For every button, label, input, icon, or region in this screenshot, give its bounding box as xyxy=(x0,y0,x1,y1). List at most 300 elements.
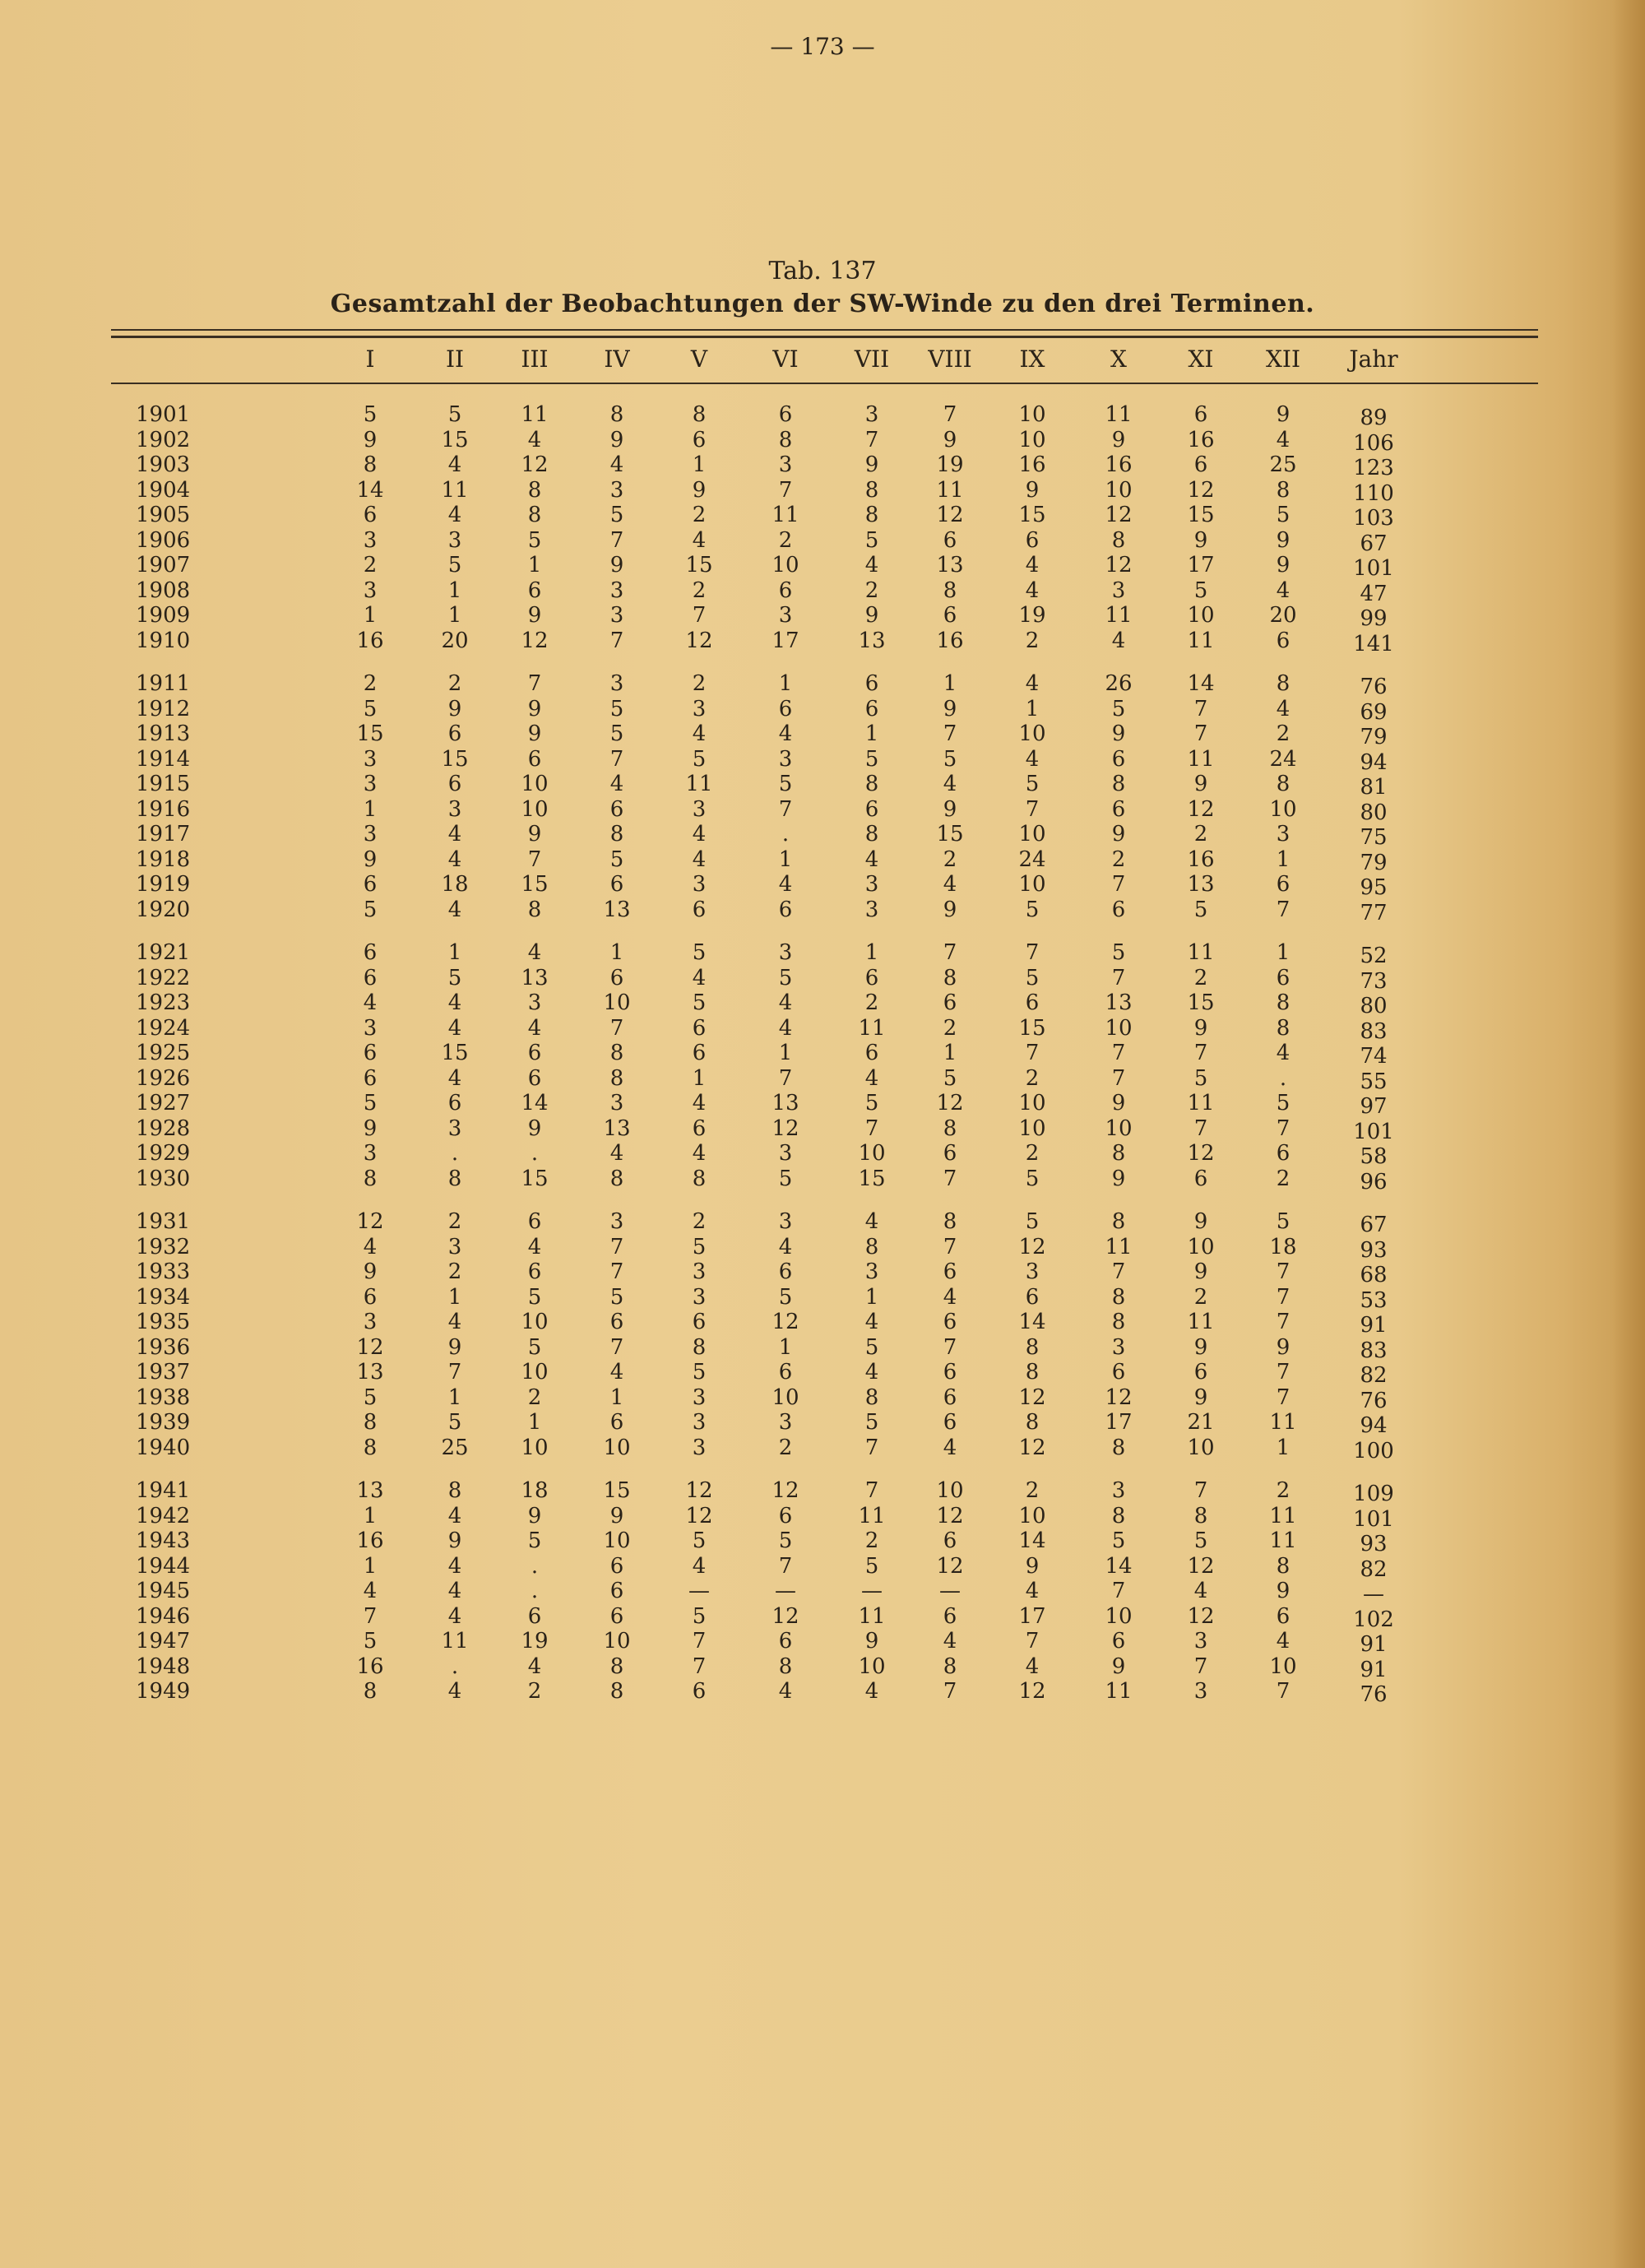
table-cell: 11 xyxy=(1105,1234,1133,1259)
table-cell: 5 xyxy=(864,1553,879,1579)
table-cell: 11 xyxy=(1105,402,1133,427)
table-cell: 9 xyxy=(609,1503,624,1528)
table-cell: 6 xyxy=(778,402,793,427)
table-cell: 5 xyxy=(363,1629,378,1653)
table-cell: 10 xyxy=(936,1478,964,1503)
table-cell: 123 xyxy=(1353,456,1394,480)
table-cell: 10 xyxy=(1187,1435,1215,1460)
table-cell: 9 xyxy=(527,1503,542,1528)
table-cell: 141 xyxy=(1353,631,1394,656)
table-cell: 8 xyxy=(943,965,957,990)
table-cell: 58 xyxy=(1360,1144,1388,1169)
table-cell: 9 xyxy=(527,603,542,628)
table-cell: 6 xyxy=(1193,402,1208,427)
table-cell: 7 xyxy=(1276,1115,1291,1141)
table-row xyxy=(0,1679,1645,1707)
row-year: 1911 xyxy=(136,671,191,696)
table-cell: 9 xyxy=(864,452,879,477)
table-cell: 10 xyxy=(1105,477,1133,503)
table-cell: 8 xyxy=(609,1679,624,1704)
row-year: 1917 xyxy=(136,822,191,846)
table-cell: 2 xyxy=(363,671,378,696)
table-cell: 9 xyxy=(1111,427,1126,452)
table-cell: 3 xyxy=(609,1091,624,1115)
table-cell: 8 xyxy=(363,1410,378,1435)
table-cell: 6 xyxy=(1025,527,1040,553)
table-cell: 11 xyxy=(1269,1503,1297,1528)
table-cell: 11 xyxy=(441,1629,469,1653)
table-cell: 7 xyxy=(1193,696,1208,721)
table-cell: 5 xyxy=(1276,1091,1291,1115)
table-cell: 4 xyxy=(1025,577,1040,603)
table-cell: 8 xyxy=(609,402,624,427)
table-cell: 5 xyxy=(864,746,879,772)
table-cell: 8 xyxy=(527,503,542,527)
table-cell: 5 xyxy=(692,940,707,965)
table-cell: 1 xyxy=(447,1384,462,1410)
table-cell: 10 xyxy=(1018,721,1046,746)
row-year: 1926 xyxy=(136,1065,191,1091)
table-cell: 2 xyxy=(1025,1141,1040,1166)
table-cell: 10 xyxy=(603,1435,631,1460)
table-cell: 6 xyxy=(363,1041,378,1065)
table-cell: 1 xyxy=(609,940,624,965)
table-row xyxy=(0,940,1645,968)
table-cell: 12 xyxy=(356,1209,384,1234)
table-cell: 6 xyxy=(778,1259,793,1284)
table-cell: 3 xyxy=(609,603,624,628)
table-cell: 13 xyxy=(603,1115,631,1141)
table-cell: 9 xyxy=(363,1259,378,1284)
table-cell: 4 xyxy=(864,1310,879,1334)
table-cell: 6 xyxy=(692,1679,707,1704)
table-cell: 15 xyxy=(1187,990,1215,1015)
table-cell: 7 xyxy=(1193,1653,1208,1679)
table-cell: 13 xyxy=(356,1478,384,1503)
table-cell: 8 xyxy=(1276,1015,1291,1041)
table-cell: 3 xyxy=(864,872,879,897)
table-label: Tab. 137 xyxy=(768,257,877,285)
table-cell: 13 xyxy=(772,1091,799,1115)
table-cell: 11 xyxy=(1187,940,1215,965)
table-cell: 9 xyxy=(1193,527,1208,553)
table-row xyxy=(0,1384,1645,1413)
table-cell: 100 xyxy=(1353,1438,1394,1463)
table-cell: 6 xyxy=(943,990,957,1015)
table-cell: 10 xyxy=(603,1528,631,1553)
table-cell: 2 xyxy=(1025,1478,1040,1503)
table-cell: 9 xyxy=(363,1115,378,1141)
table-cell: 6 xyxy=(447,772,462,796)
table-cell: 2 xyxy=(447,671,462,696)
table-cell: 7 xyxy=(1025,1629,1040,1653)
row-year: 1921 xyxy=(136,940,191,965)
table-cell: 10 xyxy=(858,1653,886,1679)
table-cell: 7 xyxy=(1111,872,1126,897)
table-cell: 4 xyxy=(864,1209,879,1234)
table-cell: 1 xyxy=(864,1284,879,1310)
table-cell: 3 xyxy=(1193,1629,1208,1653)
table-cell: 4 xyxy=(1276,696,1291,721)
table-cell: 102 xyxy=(1353,1607,1394,1632)
table-cell: 7 xyxy=(527,671,542,696)
table-cell: 4 xyxy=(692,965,707,990)
table-cell: 16 xyxy=(1187,427,1215,452)
table-cell: 6 xyxy=(1111,897,1126,922)
table-cell: 3 xyxy=(363,577,378,603)
table-cell: 7 xyxy=(943,721,957,746)
table-cell: 3 xyxy=(609,1209,624,1234)
table-cell: 15 xyxy=(441,1041,469,1065)
table-cell: 10 xyxy=(772,553,799,577)
table-cell: 10 xyxy=(521,772,549,796)
table-cell: 7 xyxy=(1193,1115,1208,1141)
table-cell: 7 xyxy=(692,1653,707,1679)
table-row xyxy=(0,1166,1645,1194)
table-cell: 3 xyxy=(1111,1334,1126,1360)
table-cell: 3 xyxy=(1276,822,1291,846)
table-cell: 15 xyxy=(1187,503,1215,527)
row-year: 1909 xyxy=(136,603,191,628)
row-year: 1944 xyxy=(136,1553,191,1579)
table-cell: 7 xyxy=(1276,897,1291,922)
row-year: 1908 xyxy=(136,577,191,603)
table-cell: 9 xyxy=(943,696,957,721)
table-row xyxy=(0,1115,1645,1144)
table-cell: 4 xyxy=(447,1310,462,1334)
table-cell: 4 xyxy=(447,990,462,1015)
table-cell: 2 xyxy=(864,1528,879,1553)
table-cell: 5 xyxy=(1193,577,1208,603)
table-row xyxy=(0,1653,1645,1682)
row-year: 1910 xyxy=(136,628,191,653)
table-cell: 17 xyxy=(1018,1603,1046,1629)
table-cell: 1 xyxy=(778,1041,793,1065)
table-cell: — xyxy=(688,1579,710,1603)
table-cell: 1 xyxy=(527,553,542,577)
table-cell: 2 xyxy=(1025,1065,1040,1091)
table-cell: 8 xyxy=(1111,1310,1126,1334)
table-cell: 3 xyxy=(363,1141,378,1166)
table-row xyxy=(0,553,1645,581)
table-cell: 8 xyxy=(1276,477,1291,503)
table-cell: 4 xyxy=(527,1015,542,1041)
table-cell: 3 xyxy=(692,1384,707,1410)
table-cell: 6 xyxy=(943,1528,957,1553)
table-cell: 15 xyxy=(1018,503,1046,527)
table-cell: 12 xyxy=(1105,1384,1133,1410)
table-cell: 83 xyxy=(1360,1018,1388,1044)
row-year: 1923 xyxy=(136,990,191,1015)
table-cell: 4 xyxy=(1025,671,1040,696)
row-year: 1941 xyxy=(136,1478,191,1503)
table-cell: 5 xyxy=(609,721,624,746)
table-cell: 3 xyxy=(692,1284,707,1310)
table-cell: 3 xyxy=(778,1141,793,1166)
table-row xyxy=(0,721,1645,749)
row-year: 1901 xyxy=(136,402,191,427)
table-cell: 1 xyxy=(447,577,462,603)
table-cell: 8 xyxy=(363,1435,378,1460)
row-year: 1948 xyxy=(136,1653,191,1679)
table-row xyxy=(0,603,1645,631)
table-cell: 10 xyxy=(1018,1503,1046,1528)
table-cell: 3 xyxy=(447,1115,462,1141)
table-cell: 4 xyxy=(864,1679,879,1704)
table-cell: 68 xyxy=(1360,1263,1388,1287)
table-cell: 10 xyxy=(521,796,549,822)
table-cell: 5 xyxy=(692,990,707,1015)
table-cell: 8 xyxy=(1193,1503,1208,1528)
table-cell: 19 xyxy=(521,1629,549,1653)
table-cell: 7 xyxy=(864,1478,879,1503)
row-year: 1927 xyxy=(136,1091,191,1115)
column-header: II xyxy=(445,346,465,373)
row-year: 1922 xyxy=(136,965,191,990)
table-cell: 16 xyxy=(356,1653,384,1679)
table-cell: 7 xyxy=(1025,1041,1040,1065)
table-cell: 4 xyxy=(1025,1579,1040,1603)
table-cell: 12 xyxy=(1187,477,1215,503)
table-cell: 4 xyxy=(1025,553,1040,577)
table-cell: 5 xyxy=(527,1334,542,1360)
table-cell: 12 xyxy=(936,1091,964,1115)
table-cell: 16 xyxy=(1187,846,1215,872)
table-cell: 8 xyxy=(609,822,624,846)
table-cell: 1 xyxy=(692,1065,707,1091)
table-cell: 3 xyxy=(363,746,378,772)
table-cell: 95 xyxy=(1360,875,1388,900)
table-cell: 11 xyxy=(858,1603,886,1629)
table-cell: 7 xyxy=(1025,940,1040,965)
table-cell: 6 xyxy=(778,1503,793,1528)
table-cell: 3 xyxy=(864,1259,879,1284)
table-cell: 5 xyxy=(1193,1528,1208,1553)
table-cell: 6 xyxy=(864,696,879,721)
table-cell: 11 xyxy=(1187,628,1215,653)
table-cell: 5 xyxy=(864,1410,879,1435)
table-cell: 5 xyxy=(778,1166,793,1191)
table-cell: 2 xyxy=(864,990,879,1015)
row-year: 1918 xyxy=(136,846,191,872)
table-cell: 7 xyxy=(609,1234,624,1259)
table-cell: 25 xyxy=(441,1435,469,1460)
table-cell: 10 xyxy=(1269,1653,1297,1679)
table-cell: 6 xyxy=(692,1115,707,1141)
table-cell: 6 xyxy=(609,1579,624,1603)
table-cell: 10 xyxy=(1105,1015,1133,1041)
column-header: IV xyxy=(604,346,630,373)
table-cell: 11 xyxy=(1187,1310,1215,1334)
table-cell: 12 xyxy=(1018,1679,1046,1704)
table-cell: 4 xyxy=(692,527,707,553)
table-cell: 93 xyxy=(1360,1237,1388,1263)
table-row xyxy=(0,1091,1645,1119)
table-cell: 8 xyxy=(1276,990,1291,1015)
row-year: 1931 xyxy=(136,1209,191,1234)
column-header: VI xyxy=(772,346,799,373)
table-cell: 9 xyxy=(1111,1653,1126,1679)
table-row xyxy=(0,872,1645,900)
table-cell: 4 xyxy=(609,772,624,796)
table-cell: 12 xyxy=(772,1603,799,1629)
table-cell: 6 xyxy=(943,1259,957,1284)
table-cell: 7 xyxy=(1276,1284,1291,1310)
table-cell: 26 xyxy=(1105,671,1133,696)
table-row xyxy=(0,1284,1645,1313)
table-cell: 4 xyxy=(447,897,462,922)
table-cell: 69 xyxy=(1360,699,1388,725)
table-cell: 52 xyxy=(1360,944,1388,968)
table-cell: 9 xyxy=(609,553,624,577)
table-cell: 6 xyxy=(1276,872,1291,897)
table-cell: 99 xyxy=(1360,606,1388,631)
table-cell: 6 xyxy=(609,872,624,897)
table-cell: 8 xyxy=(778,427,793,452)
table-cell: 7 xyxy=(527,846,542,872)
table-cell: 8 xyxy=(1111,1209,1126,1234)
table-cell: 5 xyxy=(447,553,462,577)
table-cell: 76 xyxy=(1360,675,1388,699)
table-cell: 9 xyxy=(1193,1209,1208,1234)
table-cell: 6 xyxy=(778,897,793,922)
table-cell: 6 xyxy=(1025,1284,1040,1310)
table-cell: 6 xyxy=(527,1603,542,1629)
table-cell: 2 xyxy=(1193,1284,1208,1310)
table-cell: 10 xyxy=(772,1384,799,1410)
table-cell: 5 xyxy=(1111,940,1126,965)
table-cell: 110 xyxy=(1353,480,1394,506)
table-cell: 2 xyxy=(778,1435,793,1460)
table-cell: 7 xyxy=(864,1435,879,1460)
table-cell: 4 xyxy=(447,822,462,846)
table-cell: 8 xyxy=(609,1653,624,1679)
table-row xyxy=(0,1360,1645,1388)
table-cell: 6 xyxy=(527,1065,542,1091)
table-cell: 7 xyxy=(1276,1679,1291,1704)
table-cell: 11 xyxy=(521,402,549,427)
table-cell: 74 xyxy=(1360,1044,1388,1069)
table-cell: 9 xyxy=(527,721,542,746)
table-cell: 1 xyxy=(778,671,793,696)
table-cell: 6 xyxy=(692,1041,707,1065)
table-cell: 5 xyxy=(778,772,793,796)
table-cell: 3 xyxy=(1111,577,1126,603)
table-cell: 5 xyxy=(778,1528,793,1553)
table-row xyxy=(0,990,1645,1018)
table-cell: 9 xyxy=(363,846,378,872)
table-title: Gesamtzahl der Beobachtungen der SW-Winde zu den drei Terminen. xyxy=(330,290,1315,318)
column-header: XI xyxy=(1188,346,1214,373)
table-cell: 6 xyxy=(527,1041,542,1065)
table-cell: 12 xyxy=(1105,553,1133,577)
table-cell: 6 xyxy=(1276,628,1291,653)
column-header: IX xyxy=(1019,346,1045,373)
table-cell: 79 xyxy=(1360,850,1388,875)
table-cell: 8 xyxy=(864,772,879,796)
table-cell: 4 xyxy=(864,1065,879,1091)
table-cell: 6 xyxy=(1111,796,1126,822)
table-cell: 5 xyxy=(609,1284,624,1310)
table-cell: 7 xyxy=(943,1234,957,1259)
table-cell: 10 xyxy=(1187,1234,1215,1259)
table-cell: 4 xyxy=(447,1553,462,1579)
table-cell: 2 xyxy=(692,577,707,603)
table-cell: 3 xyxy=(778,1209,793,1234)
table-cell: . xyxy=(451,1141,459,1166)
table-cell: 8 xyxy=(1111,1503,1126,1528)
table-cell: 2 xyxy=(1276,721,1291,746)
table-cell: 15 xyxy=(441,427,469,452)
table-cell: 1 xyxy=(363,1553,378,1579)
column-header: XII xyxy=(1265,346,1301,373)
table-cell: 94 xyxy=(1360,1413,1388,1438)
table-cell: 11 xyxy=(858,1503,886,1528)
table-cell: 12 xyxy=(1105,503,1133,527)
table-cell: 7 xyxy=(609,746,624,772)
table-cell: 12 xyxy=(521,452,549,477)
table-cell: 19 xyxy=(1018,603,1046,628)
table-cell: — xyxy=(939,1579,961,1603)
row-year: 1907 xyxy=(136,553,191,577)
table-cell: 8 xyxy=(864,822,879,846)
row-year: 1904 xyxy=(136,477,191,503)
table-cell: 9 xyxy=(943,796,957,822)
table-row xyxy=(0,846,1645,875)
table-cell: 7 xyxy=(943,1679,957,1704)
table-cell: 4 xyxy=(692,1141,707,1166)
table-cell: 3 xyxy=(609,671,624,696)
table-cell: 4 xyxy=(447,1065,462,1091)
table-cell: 7 xyxy=(609,527,624,553)
table-cell: 3 xyxy=(1025,1259,1040,1284)
table-cell: 7 xyxy=(1193,721,1208,746)
table-cell: 12 xyxy=(772,1115,799,1141)
table-row xyxy=(0,1334,1645,1363)
row-year: 1913 xyxy=(136,721,191,746)
table-cell: 3 xyxy=(363,1310,378,1334)
table-cell: 94 xyxy=(1360,749,1388,775)
table-cell: 6 xyxy=(778,696,793,721)
table-cell: 8 xyxy=(943,1653,957,1679)
table-cell: 11 xyxy=(858,1015,886,1041)
table-cell: 5 xyxy=(1025,965,1040,990)
table-cell: — xyxy=(775,1579,796,1603)
table-cell: 5 xyxy=(527,1528,542,1553)
table-cell: 8 xyxy=(1111,1435,1126,1460)
table-cell: 8 xyxy=(527,477,542,503)
table-cell: 3 xyxy=(692,796,707,822)
table-cell: 12 xyxy=(1187,796,1215,822)
table-cell: 16 xyxy=(356,628,384,653)
row-year: 1912 xyxy=(136,696,191,721)
table-cell: 12 xyxy=(936,1503,964,1528)
table-cell: 1 xyxy=(1025,696,1040,721)
table-cell: 5 xyxy=(864,527,879,553)
table-cell: 6 xyxy=(363,1065,378,1091)
table-cell: 6 xyxy=(1276,1603,1291,1629)
table-cell: 6 xyxy=(778,1629,793,1653)
table-cell: 5 xyxy=(447,402,462,427)
table-row xyxy=(0,577,1645,606)
table-cell: 11 xyxy=(772,503,799,527)
row-year: 1947 xyxy=(136,1629,191,1653)
table-cell: 6 xyxy=(1193,1166,1208,1191)
table-cell: 9 xyxy=(1276,527,1291,553)
table-cell: 7 xyxy=(609,1334,624,1360)
table-row xyxy=(0,1629,1645,1657)
row-year: 1929 xyxy=(136,1141,191,1166)
